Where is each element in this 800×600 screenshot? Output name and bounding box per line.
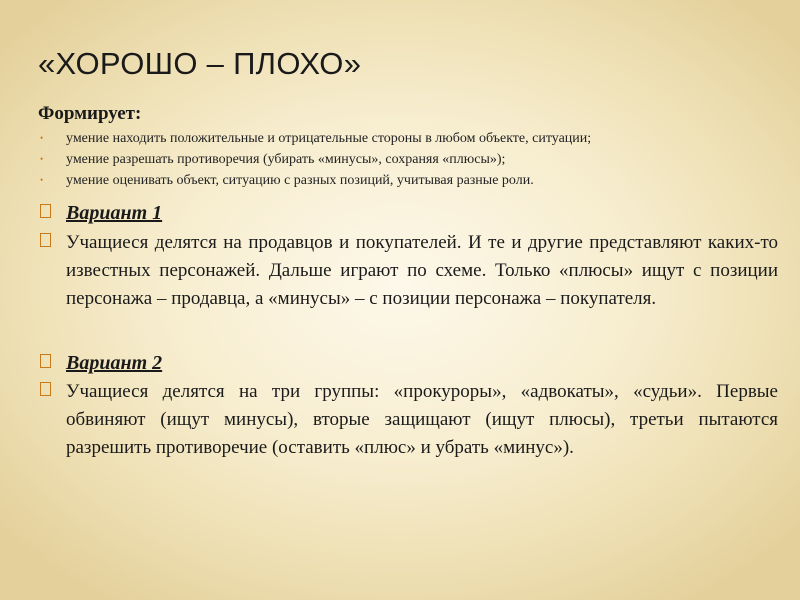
square-bullet-icon xyxy=(40,382,51,396)
list-item xyxy=(38,128,778,149)
list-item-text: умение оценивать объект, ситуацию с разных позиций, учитывая разные роли. xyxy=(66,173,534,188)
variant1-body-block xyxy=(38,229,778,313)
variant1-heading: Вариант 1 xyxy=(66,202,163,224)
slide-title: «ХОРОШО – ПЛОХО» xyxy=(38,46,362,81)
bullet-dot-icon: • xyxy=(40,154,44,164)
variant2-body: Учащиеся делятся на три группы: «прокуроры», «адвокаты», «судьи». Первые обвиняют (ищут минусы), вторые защищают (ищут плюсы), третьи пытаются разрешить противоречие (оставить «плюс» и убрать «минус»). xyxy=(66,381,778,458)
intro-heading: Формирует: xyxy=(38,103,142,124)
bullet-dot-icon: • xyxy=(40,133,44,143)
skills-list xyxy=(38,128,778,191)
square-bullet-icon xyxy=(40,233,51,247)
list-item-text: умение разрешать противоречия (убирать «минусы», сохраняя «плюсы»); xyxy=(66,152,506,167)
variant2-heading-block xyxy=(38,350,778,376)
variant1-body: Учащиеся делятся на продавцов и покупателей. И те и другие представляют каких-то известных персонажей. Дальше играют по схеме. Только «плюсы» ищут с позиции персонажа – продавца, а «минусы» – с позиции персонажа – покупателя. xyxy=(66,232,778,309)
variant1-heading-block xyxy=(38,200,778,226)
square-bullet-icon xyxy=(40,204,51,218)
square-bullet-icon xyxy=(40,354,51,368)
bullet-dot-icon: • xyxy=(40,175,44,185)
variant2-body-block xyxy=(38,378,778,462)
list-item xyxy=(38,149,778,170)
list-item xyxy=(38,170,778,191)
variant2-heading: Вариант 2 xyxy=(66,352,163,374)
list-item-text: умение находить положительные и отрицательные стороны в любом объекте, ситуации; xyxy=(66,131,592,146)
